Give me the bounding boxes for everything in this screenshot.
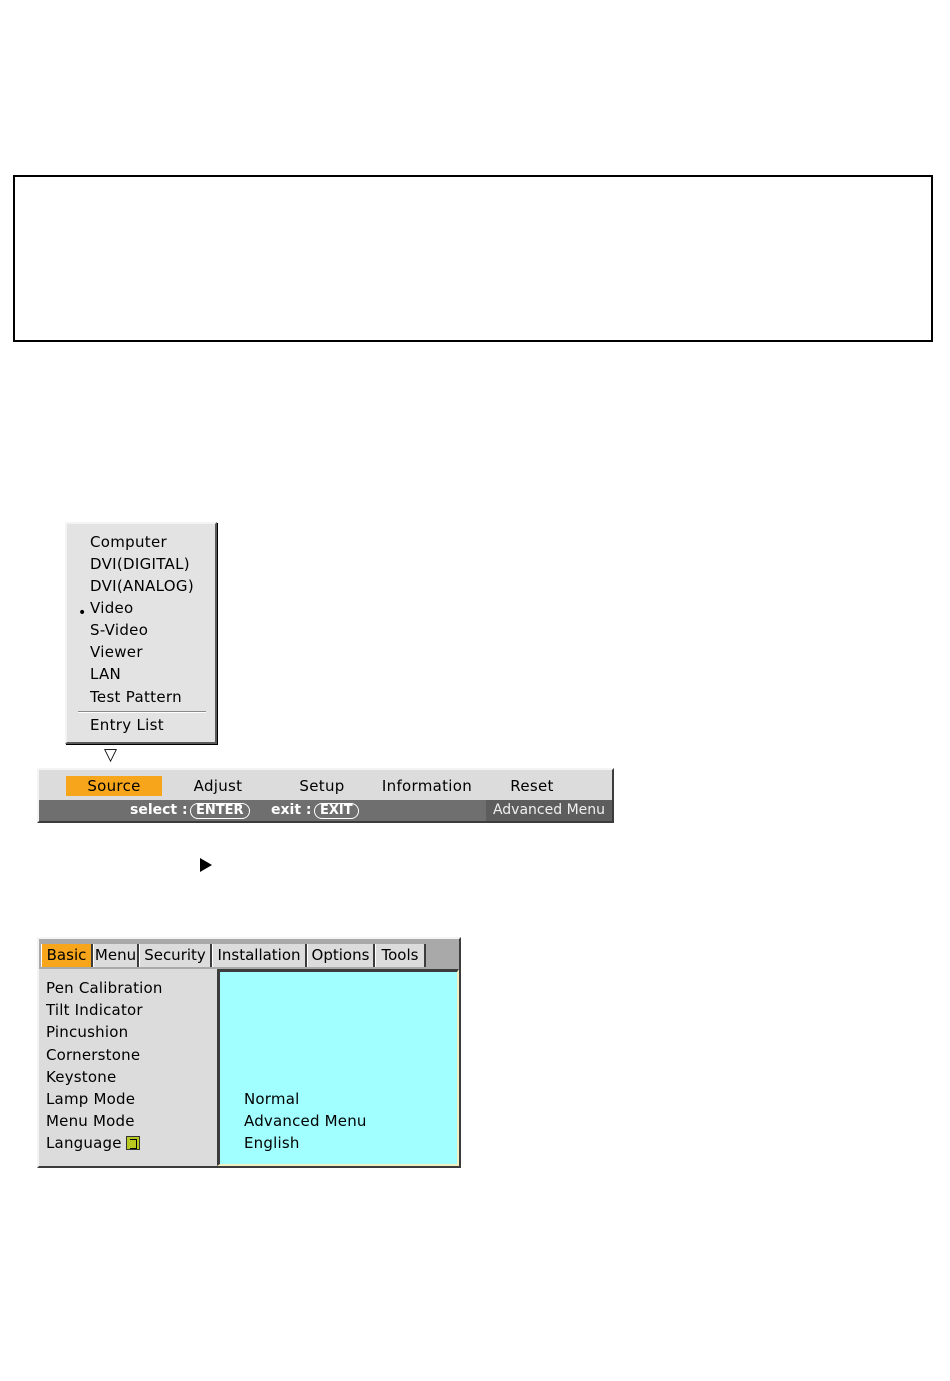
tab-security[interactable]: Security [139,944,212,967]
exit-label: exit : [271,802,312,818]
source-dropdown [65,522,217,744]
item-pincushion[interactable]: Pincushion [46,1023,129,1041]
item-language-label: Language [46,1134,122,1152]
enter-key-badge: ENTER [190,803,250,819]
tab-reset[interactable]: Reset [510,777,554,795]
item-cornerstone[interactable]: Cornerstone [46,1046,141,1064]
value-menu-mode: Advanced Menu [244,1112,367,1130]
dropdown-item-lan[interactable]: LAN [90,665,122,683]
item-keystone[interactable]: Keystone [46,1068,117,1086]
item-lamp-mode[interactable]: Lamp Mode [46,1090,136,1108]
language-icon [126,1136,140,1150]
tab-tools[interactable]: Tools [375,944,426,967]
main-menu-bar [37,768,614,823]
dropdown-item-test-pattern[interactable]: Test Pattern [90,688,182,706]
status-bar [39,800,612,821]
setup-panel [37,937,461,1168]
select-label: select : [130,802,188,818]
dropdown-item-video[interactable]: Video [90,599,134,617]
dropdown-item-viewer[interactable]: Viewer [90,643,143,661]
item-pen-calibration[interactable]: Pen Calibration [46,979,163,997]
tab-basic[interactable]: Basic [41,944,93,967]
dropdown-item-computer[interactable]: Computer [90,533,167,551]
value-language: English [244,1134,300,1152]
dropdown-separator [78,711,206,713]
down-arrow-icon: ▽ [104,745,118,765]
setup-tabstrip [39,939,459,969]
exit-key-badge: EXIT [314,803,359,819]
dropdown-item-s-video[interactable]: S-Video [90,621,149,639]
item-tilt-indicator[interactable]: Tilt Indicator [46,1001,143,1019]
dropdown-item-dvi-analog[interactable]: DVI(ANALOG) [90,577,194,595]
tab-options[interactable]: Options [307,944,375,967]
item-language[interactable] [46,1134,140,1152]
tab-menu[interactable]: Menu [93,944,139,967]
item-menu-mode[interactable]: Menu Mode [46,1112,135,1130]
value-lamp-mode: Normal [244,1090,300,1108]
selected-bullet: • [78,605,87,621]
menu-mode-badge: Advanced Menu [486,800,612,821]
note-box [13,175,933,342]
tab-setup[interactable]: Setup [299,777,345,795]
tab-source[interactable]: Source [66,776,162,796]
dropdown-item-dvi-digital[interactable]: DVI(DIGITAL) [90,555,190,573]
play-arrow-icon [200,858,212,872]
setup-values-panel [217,969,459,1166]
tab-adjust[interactable]: Adjust [193,777,243,795]
tab-information[interactable]: Information [381,777,473,795]
setup-items-list [39,969,217,1166]
tab-installation[interactable]: Installation [212,944,307,967]
dropdown-item-entry-list[interactable]: Entry List [90,716,164,734]
